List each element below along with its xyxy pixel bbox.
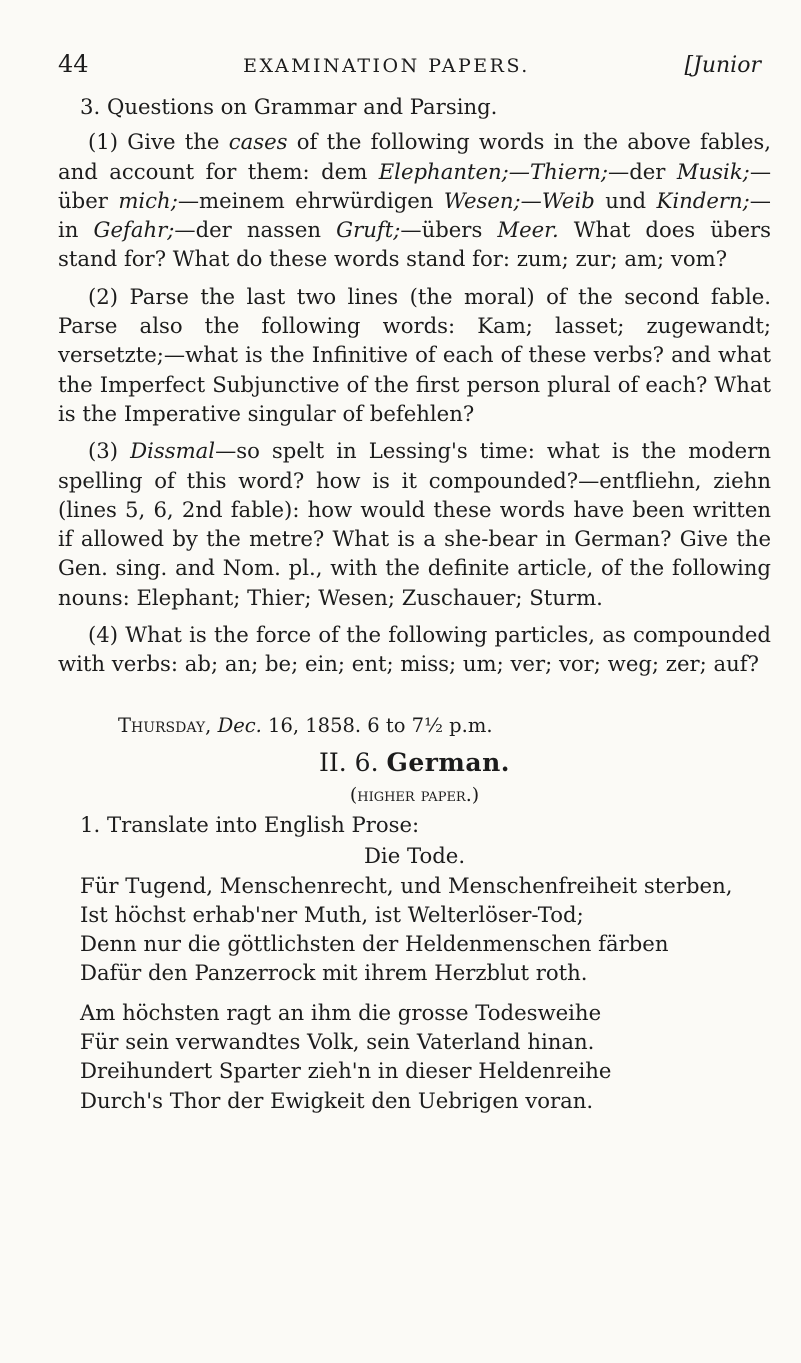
poem-title: Die Tode.	[363, 843, 466, 869]
paper-level: (higher paper.)	[349, 783, 480, 806]
poem-line: Dafür den Panzerrock mit ihrem Herzblut roth.	[80, 960, 588, 986]
running-title: EXAMINATION PAPERS.	[243, 55, 530, 77]
poem-line: Für Tugend, Menschenrecht, und Menschenfreiheit sterben,	[80, 872, 733, 898]
running-header	[58, 50, 761, 78]
exam-date-line: Thursday, Dec. 16, 1858. 6 to 7½ p.m.	[118, 713, 493, 737]
poem-line: Für sein verwandtes Volk, sein Vaterland hinan.	[80, 1029, 595, 1055]
page-body	[58, 92, 771, 1115]
page-number: 44	[58, 50, 89, 78]
paper-title: II. 6. German.	[319, 747, 510, 777]
question-3: (3) Dissmal—so spelt in Lessing's time: what is the modern spelling of this word? how is it compounded?—entfliehn, ziehn (lines 5, 6, 2nd fable): how would these words have been written if allowed by the metre? What is a she-bear in German? Give the Gen. sing. and Nom. pl., with the definite article, of the following nouns: Elephant; Thier; Wesen; Zuschauer; Sturm.	[58, 438, 771, 610]
section-heading: 3. Questions on Grammar and Parsing.	[80, 94, 498, 119]
poem-line: Ist höchst erhab'ner Muth, ist Welterlöser-Tod;	[80, 901, 584, 927]
poem-stanza-2	[58, 998, 771, 1115]
question-4: (4) What is the force of the following particles, as compounded with verbs: ab; an; be; ein; ent; miss; um; ver; vor; weg; zer; auf?	[58, 622, 771, 677]
section-label: [Junior	[684, 53, 761, 78]
translate-instruction: 1. Translate into English Prose:	[80, 811, 420, 837]
poem-line: Dreihundert Sparter zieh'n in dieser Heldenreihe	[80, 1058, 612, 1084]
question-2: (2) Parse the last two lines (the moral) of the second fable. Parse also the following words: Kam; lasset; zugewandt; versetzte;—what is the Infinitive of each of these verbs? and what the Imperfect Subjunctive of the first person plural of each? What is the Imperative singular of befehlen?	[58, 283, 771, 426]
poem-line: Am höchsten ragt an ihm die grosse Todesweihe	[80, 999, 602, 1025]
poem	[58, 871, 771, 1115]
poem-line: Durch's Thor der Ewigkeit den Uebrigen voran.	[80, 1087, 594, 1113]
poem-line: Denn nur die göttlichsten der Heldenmenschen färben	[80, 931, 669, 957]
question-1: (1) Give the cases of the following words in the above fables, and account for them: dem Elephanten;—Thiern;—der Musik;—über mich;—meinem ehrwürdigen Wesen;—Weib und Kindern;—in Gefahr;—der nassen Gruft;—übers Meer. What does übers stand for? What do these words stand for: zum; zur; am; vom?	[58, 129, 771, 272]
